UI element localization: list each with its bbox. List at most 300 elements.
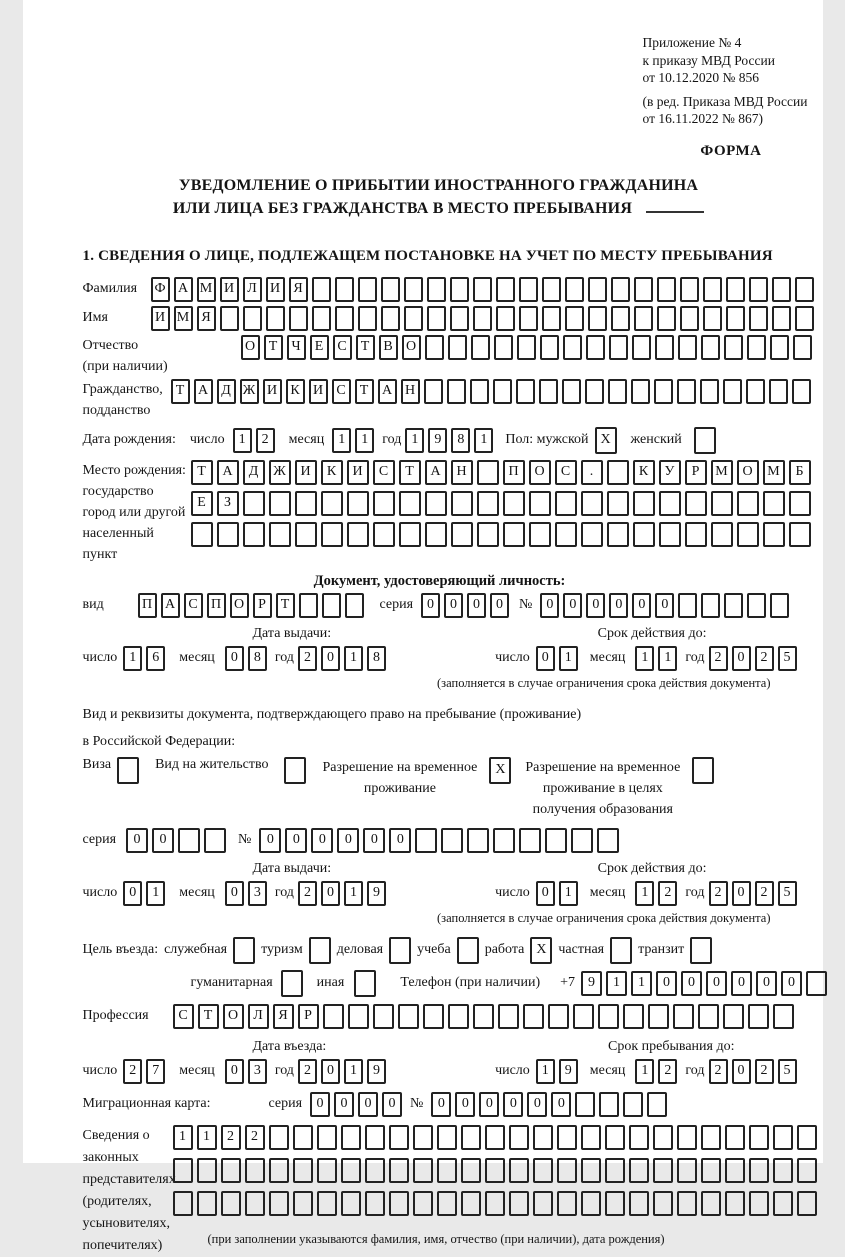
- birthplace-label: [83, 460, 191, 565]
- char-cell: 0: [321, 881, 340, 906]
- char-cell: [503, 491, 525, 516]
- passport-date-headers: [83, 626, 797, 642]
- profession-cells: [173, 1004, 794, 1029]
- char-cell: М: [763, 460, 785, 485]
- valid-until-header: Срок действия до:: [598, 861, 707, 877]
- day-label: число: [83, 650, 118, 666]
- profession-label: Профессия: [83, 1008, 173, 1024]
- char-cell: 2: [298, 1059, 317, 1084]
- char-cell: 0: [527, 1092, 547, 1117]
- char-cell: [607, 491, 629, 516]
- char-cell: 0: [632, 593, 651, 618]
- char-cell: О: [230, 593, 249, 618]
- char-cell: М: [197, 277, 216, 302]
- char-cell: [509, 1191, 529, 1216]
- char-cell: [769, 379, 788, 404]
- surname-cells: [151, 277, 814, 302]
- char-cell: [358, 277, 377, 302]
- char-cell: 1: [344, 881, 363, 906]
- char-cell: 0: [389, 828, 411, 853]
- char-cell: [749, 1191, 769, 1216]
- purpose-humanitarian-checkbox: [281, 970, 303, 997]
- char-cell: Т: [276, 593, 295, 618]
- form-title-line1: УВЕДОМЛЕНИЕ О ПРИБЫТИИ ИНОСТРАННОГО ГРАЖДАНИНА: [83, 174, 795, 197]
- char-cell: [197, 1191, 217, 1216]
- char-cell: [749, 277, 768, 302]
- char-cell: [581, 1191, 601, 1216]
- char-cell: [605, 1191, 625, 1216]
- phone-cells: [581, 971, 827, 996]
- passport-valid-date-group: [495, 646, 796, 671]
- char-cell: [723, 1004, 744, 1029]
- char-cell: [607, 460, 629, 485]
- entry-date-headers: [83, 1039, 797, 1055]
- char-cell: [447, 379, 466, 404]
- char-cell: [217, 522, 239, 547]
- char-cell: О: [737, 460, 759, 485]
- char-cell: [677, 1125, 697, 1150]
- char-cell: [724, 593, 743, 618]
- char-cell: О: [241, 335, 260, 360]
- year-label: год: [275, 885, 294, 901]
- temp-permit-label-line2: проживание: [364, 781, 436, 796]
- char-cell: [243, 522, 265, 547]
- char-cell: [677, 1158, 697, 1183]
- char-cell: [629, 1191, 649, 1216]
- char-cell: [659, 491, 681, 516]
- permit-series-cells: [126, 828, 226, 853]
- char-cell: 2: [755, 646, 774, 671]
- char-cell: [585, 379, 604, 404]
- phone-label: Телефон (при наличии): [400, 975, 540, 991]
- char-cell: [317, 1158, 337, 1183]
- char-cell: Я: [289, 277, 308, 302]
- char-cell: [770, 593, 789, 618]
- char-cell: [413, 1158, 433, 1183]
- char-cell: [725, 1125, 745, 1150]
- char-cell: [309, 937, 331, 964]
- migration-series-label: серия: [269, 1096, 303, 1112]
- char-cell: 0: [756, 971, 777, 996]
- purpose-study-label: учеба: [417, 942, 451, 958]
- char-cell: У: [659, 460, 681, 485]
- issue-date-header: Дата выдачи:: [253, 626, 332, 642]
- permit-issue-day-cells: [123, 881, 165, 906]
- char-cell: 0: [259, 828, 281, 853]
- char-cell: [335, 277, 354, 302]
- permit-valid-month-cells: [635, 881, 677, 906]
- char-cell: [633, 491, 655, 516]
- char-cell: 0: [609, 593, 628, 618]
- char-cell: [317, 1125, 337, 1150]
- year-label: год: [685, 650, 704, 666]
- char-cell: А: [217, 460, 239, 485]
- char-cell: [477, 460, 499, 485]
- char-cell: 3: [248, 1059, 267, 1084]
- birth-year-cells: [405, 428, 493, 453]
- char-cell: [607, 522, 629, 547]
- char-cell: [493, 828, 515, 853]
- char-cell: [365, 1125, 385, 1150]
- char-cell: [573, 1004, 594, 1029]
- permit-valid-year-cells: [709, 881, 797, 906]
- day-label: число: [83, 1063, 118, 1079]
- char-cell: [345, 593, 364, 618]
- char-cell: [498, 1004, 519, 1029]
- permit-series-row: [83, 828, 795, 853]
- char-cell: [493, 379, 512, 404]
- char-cell: 1: [559, 646, 578, 671]
- migration-card-row: [83, 1092, 795, 1117]
- passport-issue-month-cells: [225, 646, 267, 671]
- char-cell: [723, 379, 742, 404]
- char-cell: [221, 1158, 241, 1183]
- citizenship-label-line1: Гражданство,: [83, 382, 163, 397]
- char-cell: [678, 593, 697, 618]
- char-cell: [797, 1191, 817, 1216]
- char-cell: Д: [243, 460, 265, 485]
- purpose-official-checkbox: [233, 937, 255, 964]
- char-cell: [437, 1125, 457, 1150]
- char-cell: [347, 522, 369, 547]
- char-cell: П: [207, 593, 226, 618]
- char-cell: 0: [706, 971, 727, 996]
- char-cell: [427, 277, 446, 302]
- entry-day-cells: [123, 1059, 165, 1084]
- month-label: месяц: [289, 432, 325, 448]
- char-cell: [610, 937, 632, 964]
- char-cell: [467, 828, 489, 853]
- stay-day-cells: [536, 1059, 578, 1084]
- char-cell: [485, 1125, 505, 1150]
- char-cell: Т: [356, 335, 375, 360]
- char-cell: [204, 828, 226, 853]
- char-cell: [548, 1004, 569, 1029]
- char-cell: [795, 277, 814, 302]
- char-cell: Р: [685, 460, 707, 485]
- char-cell: [523, 1004, 544, 1029]
- char-cell: Т: [171, 379, 190, 404]
- char-cell: [542, 306, 561, 331]
- purpose-business-label: деловая: [337, 942, 383, 958]
- purpose-tourism-checkbox: [309, 937, 331, 964]
- char-cell: [295, 522, 317, 547]
- patronymic-label: [83, 335, 241, 377]
- citizenship-label: [83, 379, 171, 421]
- given-name-label: Имя: [83, 310, 151, 326]
- char-cell: [448, 1004, 469, 1029]
- char-cell: [692, 757, 714, 784]
- char-cell: [586, 335, 605, 360]
- patronymic-label-line2: (при наличии): [83, 359, 168, 374]
- doc-type-label: вид: [83, 597, 138, 613]
- char-cell: [269, 491, 291, 516]
- purpose-heading: Цель въезда:: [83, 942, 159, 958]
- char-cell: И: [295, 460, 317, 485]
- char-cell: [581, 1158, 601, 1183]
- char-cell: [233, 937, 255, 964]
- residence-doc-line1: Вид и реквизиты документа, подтверждающего право на пребывание (проживание): [83, 701, 795, 728]
- char-cell: [694, 427, 716, 454]
- char-cell: [599, 1092, 619, 1117]
- char-cell: [797, 1125, 817, 1150]
- char-cell: [680, 306, 699, 331]
- char-cell: [415, 828, 437, 853]
- char-cell: [611, 306, 630, 331]
- entry-month-cells: [225, 1059, 267, 1084]
- char-cell: 0: [321, 1059, 340, 1084]
- doc-series-label: серия: [380, 597, 414, 613]
- char-cell: [284, 757, 306, 784]
- char-cell: [623, 1004, 644, 1029]
- phone-prefix: +7: [560, 975, 575, 991]
- char-cell: 0: [681, 971, 702, 996]
- char-cell: [413, 1191, 433, 1216]
- char-cell: О: [402, 335, 421, 360]
- char-cell: [657, 277, 676, 302]
- char-cell: [611, 277, 630, 302]
- char-cell: [496, 306, 515, 331]
- char-cell: 0: [536, 646, 555, 671]
- char-cell: [725, 1191, 745, 1216]
- char-cell: 9: [367, 881, 386, 906]
- temp-permit-label-line1: Разрешение на временное: [322, 760, 477, 775]
- char-cell: [373, 1004, 394, 1029]
- char-cell: 1: [233, 428, 252, 453]
- char-cell: [365, 1158, 385, 1183]
- char-cell: [321, 491, 343, 516]
- char-cell: 2: [221, 1125, 241, 1150]
- char-cell: [773, 1125, 793, 1150]
- char-cell: [647, 1092, 667, 1117]
- char-cell: [423, 1004, 444, 1029]
- char-cell: [269, 1158, 289, 1183]
- char-cell: [648, 1004, 669, 1029]
- char-cell: 1: [635, 1059, 654, 1084]
- char-cell: 2: [755, 1059, 774, 1084]
- passport-issue-date-group: [83, 646, 386, 671]
- char-cell: [581, 491, 603, 516]
- char-cell: 0: [337, 828, 359, 853]
- char-cell: 0: [444, 593, 463, 618]
- char-cell: [763, 491, 785, 516]
- char-cell: [437, 1191, 457, 1216]
- char-cell: И: [263, 379, 282, 404]
- birthplace-cells: [191, 460, 811, 547]
- char-cell: 0: [382, 1092, 402, 1117]
- char-cell: 2: [709, 646, 728, 671]
- char-cell: Н: [401, 379, 420, 404]
- citizenship-label-line2: подданство: [83, 403, 151, 418]
- char-cell: [789, 522, 811, 547]
- char-cell: 7: [146, 1059, 165, 1084]
- char-cell: [509, 1125, 529, 1150]
- char-cell: Е: [310, 335, 329, 360]
- purpose-tourism-label: туризм: [261, 942, 303, 958]
- stay-until-header: Срок пребывания до:: [608, 1039, 734, 1055]
- char-cell: [427, 306, 446, 331]
- char-cell: [773, 1191, 793, 1216]
- char-cell: [565, 306, 584, 331]
- char-cell: [685, 491, 707, 516]
- char-cell: И: [220, 277, 239, 302]
- char-cell: [737, 491, 759, 516]
- char-cell: Н: [451, 460, 473, 485]
- char-cell: 0: [732, 881, 751, 906]
- char-cell: 1: [332, 428, 351, 453]
- char-cell: [354, 970, 376, 997]
- edition-block: [643, 93, 845, 128]
- char-cell: [772, 277, 791, 302]
- birthplace-label-line4: населенный пункт: [83, 523, 191, 565]
- char-cell: [471, 335, 490, 360]
- char-cell: [533, 1158, 553, 1183]
- char-cell: [563, 335, 582, 360]
- char-cell: [677, 1191, 697, 1216]
- char-cell: [533, 1125, 553, 1150]
- purpose-row2: [191, 970, 795, 997]
- birthplace-label-line1: Место рождения:: [83, 460, 191, 481]
- permit-issue-month-cells: [225, 881, 267, 906]
- char-cell: [413, 1125, 433, 1150]
- given-name-row: [83, 306, 795, 331]
- month-label: месяц: [179, 885, 215, 901]
- char-cell: 1: [635, 646, 654, 671]
- edition-line: от 16.11.2022 № 867): [643, 110, 845, 128]
- char-cell: [269, 522, 291, 547]
- char-cell: 9: [581, 971, 602, 996]
- doc-number-sign: №: [519, 597, 532, 613]
- month-label: месяц: [179, 1063, 215, 1079]
- char-cell: И: [309, 379, 328, 404]
- char-cell: 2: [298, 881, 317, 906]
- char-cell: [312, 277, 331, 302]
- char-cell: [399, 522, 421, 547]
- char-cell: [725, 1158, 745, 1183]
- char-cell: [389, 1158, 409, 1183]
- patronymic-cells: [241, 335, 812, 360]
- char-cell: О: [529, 460, 551, 485]
- purpose-other-label: иная: [317, 975, 345, 991]
- char-cell: 8: [248, 646, 267, 671]
- char-cell: [389, 937, 411, 964]
- char-cell: 0: [363, 828, 385, 853]
- char-cell: [747, 593, 766, 618]
- char-cell: 9: [428, 428, 447, 453]
- char-cell: 6: [146, 646, 165, 671]
- char-cell: [451, 522, 473, 547]
- char-cell: 0: [431, 1092, 451, 1117]
- representatives-label-line4: (родителях,: [83, 1191, 173, 1213]
- char-cell: [700, 379, 719, 404]
- representatives-label-line6: попечителях): [83, 1235, 173, 1257]
- purpose-work-checkbox: [530, 937, 552, 964]
- arrival-notification-form: [23, 0, 823, 1163]
- appendix-line: Приложение № 4: [643, 34, 845, 52]
- char-cell: [545, 828, 567, 853]
- residence-doc-line2: в Российской Федерации:: [83, 728, 795, 755]
- char-cell: Ж: [269, 460, 291, 485]
- char-cell: [653, 1191, 673, 1216]
- section1-heading: 1. СВЕДЕНИЯ О ЛИЦЕ, ПОДЛЕЖАЩЕМ ПОСТАНОВКЕ НА УЧЕТ ПО МЕСТУ ПРЕБЫВАНИЯ: [83, 248, 795, 265]
- doc-type-cells: [138, 593, 364, 618]
- char-cell: П: [503, 460, 525, 485]
- birth-day-cells: [233, 428, 275, 453]
- char-cell: 0: [732, 1059, 751, 1084]
- char-cell: [634, 306, 653, 331]
- char-cell: [425, 335, 444, 360]
- char-cell: [557, 1191, 577, 1216]
- year-label: год: [275, 1063, 294, 1079]
- char-cell: 1: [631, 971, 652, 996]
- char-cell: С: [184, 593, 203, 618]
- char-cell: [517, 335, 536, 360]
- doc-number-cells: [540, 593, 789, 618]
- representatives-label-line3: представителях: [83, 1169, 173, 1191]
- char-cell: [341, 1191, 361, 1216]
- char-cell: Л: [248, 1004, 269, 1029]
- char-cell: [477, 522, 499, 547]
- permit-issue-date-group: [83, 881, 386, 906]
- char-cell: 0: [731, 971, 752, 996]
- char-cell: Я: [273, 1004, 294, 1029]
- char-cell: 0: [152, 828, 174, 853]
- char-cell: [542, 277, 561, 302]
- form-title-line2-wrap: [83, 197, 795, 220]
- char-cell: М: [711, 460, 733, 485]
- char-cell: Ф: [151, 277, 170, 302]
- char-cell: [173, 1191, 193, 1216]
- char-cell: С: [332, 379, 351, 404]
- passport-issue-year-cells: [298, 646, 386, 671]
- char-cell: [494, 335, 513, 360]
- permit-date-headers: [83, 861, 797, 877]
- char-cell: 5: [778, 1059, 797, 1084]
- char-cell: [698, 1004, 719, 1029]
- permit-series-label: серия: [83, 832, 117, 848]
- year-label: год: [275, 650, 294, 666]
- char-cell: 0: [310, 1092, 330, 1117]
- char-cell: [654, 379, 673, 404]
- char-cell: [485, 1191, 505, 1216]
- validity-note: (заполняется в случае ограничения срока действия документа): [83, 676, 797, 691]
- given-name-cells: [151, 306, 814, 331]
- char-cell: К: [321, 460, 343, 485]
- char-cell: [312, 306, 331, 331]
- char-cell: [289, 306, 308, 331]
- appendix-line: к приказу МВД России: [643, 52, 845, 70]
- char-cell: [763, 522, 785, 547]
- char-cell: [425, 522, 447, 547]
- passport-valid-year-cells: [709, 646, 797, 671]
- char-cell: 8: [451, 428, 470, 453]
- char-cell: 0: [656, 971, 677, 996]
- char-cell: [795, 306, 814, 331]
- char-cell: 0: [334, 1092, 354, 1117]
- char-cell: [496, 277, 515, 302]
- char-cell: [701, 1158, 721, 1183]
- char-cell: 9: [559, 1059, 578, 1084]
- char-cell: 1: [355, 428, 374, 453]
- char-cell: [399, 491, 421, 516]
- identity-doc-row: [83, 593, 795, 618]
- form-title-line2: ИЛИ ЛИЦА БЕЗ ГРАЖДАНСТВА В МЕСТО ПРЕБЫВАНИЯ: [173, 200, 632, 217]
- char-cell: [797, 1158, 817, 1183]
- char-cell: [509, 1158, 529, 1183]
- surname-label: Фамилия: [83, 281, 151, 297]
- char-cell: С: [173, 1004, 194, 1029]
- char-cell: 2: [755, 881, 774, 906]
